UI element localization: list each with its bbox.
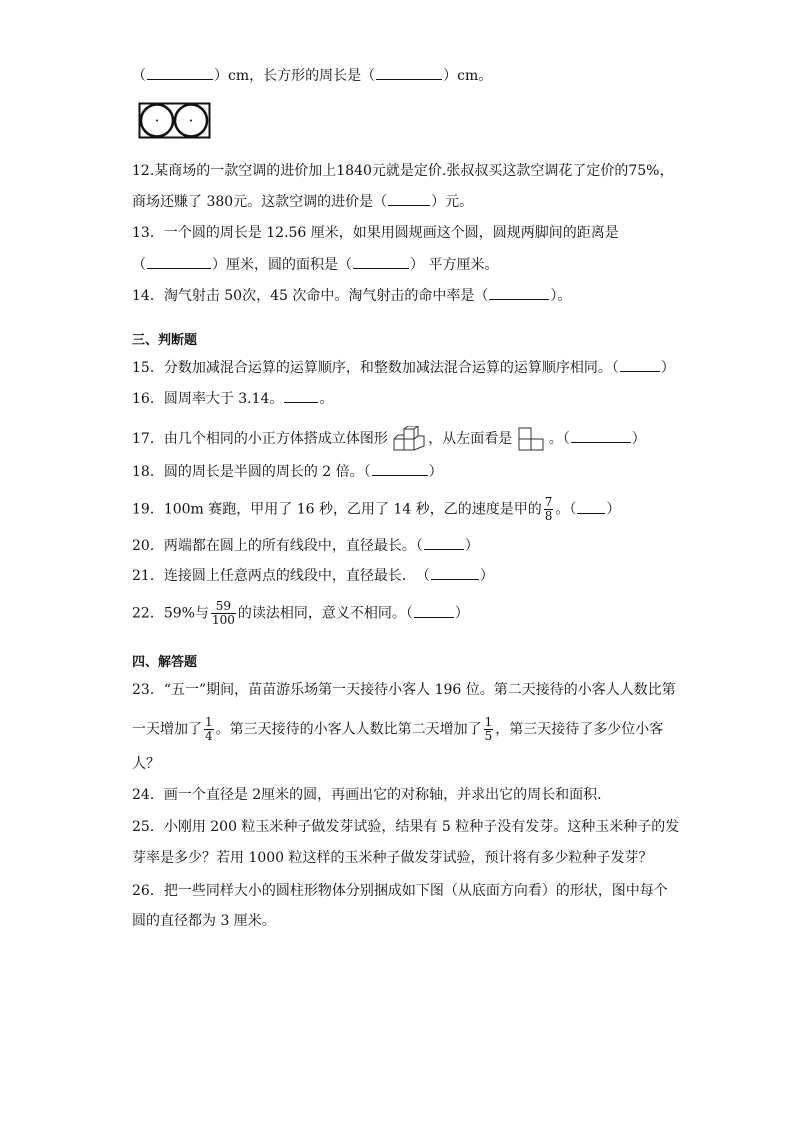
q13-line2: （ ）厘米，圆的面积是（ ） 平方厘米。 [132, 257, 499, 273]
answer-blank[interactable] [353, 255, 409, 269]
cube-stack-figure [392, 426, 428, 452]
q15-line: 15．分数加减混合运算的运算顺序，和整数加减法混合运算的运算顺序相同。（ ） [132, 360, 675, 376]
fraction-seven-eighths: $\frac{7}{8}$ [544, 495, 553, 523]
section-three-heading: 三、判断题 [132, 333, 198, 348]
answer-blank[interactable] [431, 566, 479, 580]
q20-line: 20．两端都在圆上的所有线段中，直径最长。（ ） [132, 538, 479, 554]
answer-blank[interactable] [376, 66, 442, 80]
q17-line: 17．由几个相同的小正方体搭成立体图形 ，从左面看是 。（ ） [132, 426, 646, 452]
fraction-one-quarter: $\frac{1}{4}$ [205, 715, 213, 743]
answer-blank[interactable] [424, 536, 464, 550]
answer-blank[interactable] [372, 462, 428, 476]
q11-answer-line: （ ）cm，长方形的周长是（ ）cm。 [132, 68, 493, 84]
answer-blank[interactable] [577, 500, 605, 514]
answer-blank[interactable] [571, 429, 631, 443]
q23-line1: 23．“五一”期间，苗苗游乐场第一天接待小客人 196 位。第二天接待的小客人人数比第 [132, 682, 676, 698]
left-view-figure [517, 426, 549, 452]
answer-blank[interactable] [620, 358, 660, 372]
q26-line2: 圆的直径都为 3 厘米。 [132, 913, 276, 929]
q25-line2: 芽率是多少？若用 1000 粒这样的玉米种子做发芽试验，预计将有多少粒种子发芽？ [132, 850, 653, 866]
q16-line: 16．圆周率大于 3.14。 。 [132, 391, 334, 407]
two-circles-rectangle-figure [138, 102, 212, 140]
q21-line: 21．连接圆上任意两点的线段中，直径最长． （ ） [132, 568, 494, 584]
answer-blank[interactable] [147, 255, 211, 269]
answer-blank[interactable] [147, 66, 213, 80]
q14-line: 14．淘气射击 50次，45 次命中。淘气射击的命中率是（ ）。 [132, 288, 572, 304]
answer-blank[interactable] [414, 604, 454, 618]
q19-line: 19．100m 赛跑，甲用了 16 秒，乙用了 14 秒，乙的速度是甲的 $\frac{7}{8}$ 。（ ） [132, 495, 621, 523]
answer-blank[interactable] [489, 286, 549, 300]
q23-line2: 一天增加了 $\frac{1}{4}$ 。第三天接待的小客人人数比第二天增加了 $\frac{1}{5}$ ，第三天接待了多少位小客 [132, 715, 664, 743]
section-four-heading: 四、解答题 [132, 655, 198, 670]
answer-blank[interactable] [284, 389, 318, 403]
q23-line3: 人？ [132, 756, 160, 772]
fraction-59-hundredths: $\frac{59}{100}$ [211, 599, 235, 627]
q24-line: 24．画一个直径是 2厘米的圆，再画出它的对称轴，并求出它的周长和面积． [132, 787, 612, 803]
q25-line1: 25．小刚用 200 粒玉米种子做发芽试验，结果有 5 粒种子没有发芽。这种玉米种子的发 [132, 819, 680, 835]
answer-blank[interactable] [388, 192, 430, 206]
q13-line1: 13．一个圆的周长是 12.56 厘米，如果用圆规画这个圆，圆规两脚间的距离是 [132, 225, 619, 241]
q12-line1: 12.某商场的一款空调的进价加上1840元就是定价.张叔叔买这款空调花了定价的75%， [132, 163, 674, 179]
fraction-one-fifth: $\frac{1}{5}$ [484, 715, 493, 743]
q22-line: 22．59%与 $\frac{59}{100}$ 的读法相同，意义不相同。（ ） [132, 599, 469, 627]
q26-line1: 26．把一些同样大小的圆柱形物体分别捆成如下图（从底面方向看）的形状，图中每个 [132, 883, 668, 899]
q12-line2: 商场还赚了 380元。这款空调的进价是（ ）元。 [132, 194, 474, 210]
q18-line: 18．圆的周长是半圆的周长的 2 倍。（ ） [132, 464, 443, 480]
